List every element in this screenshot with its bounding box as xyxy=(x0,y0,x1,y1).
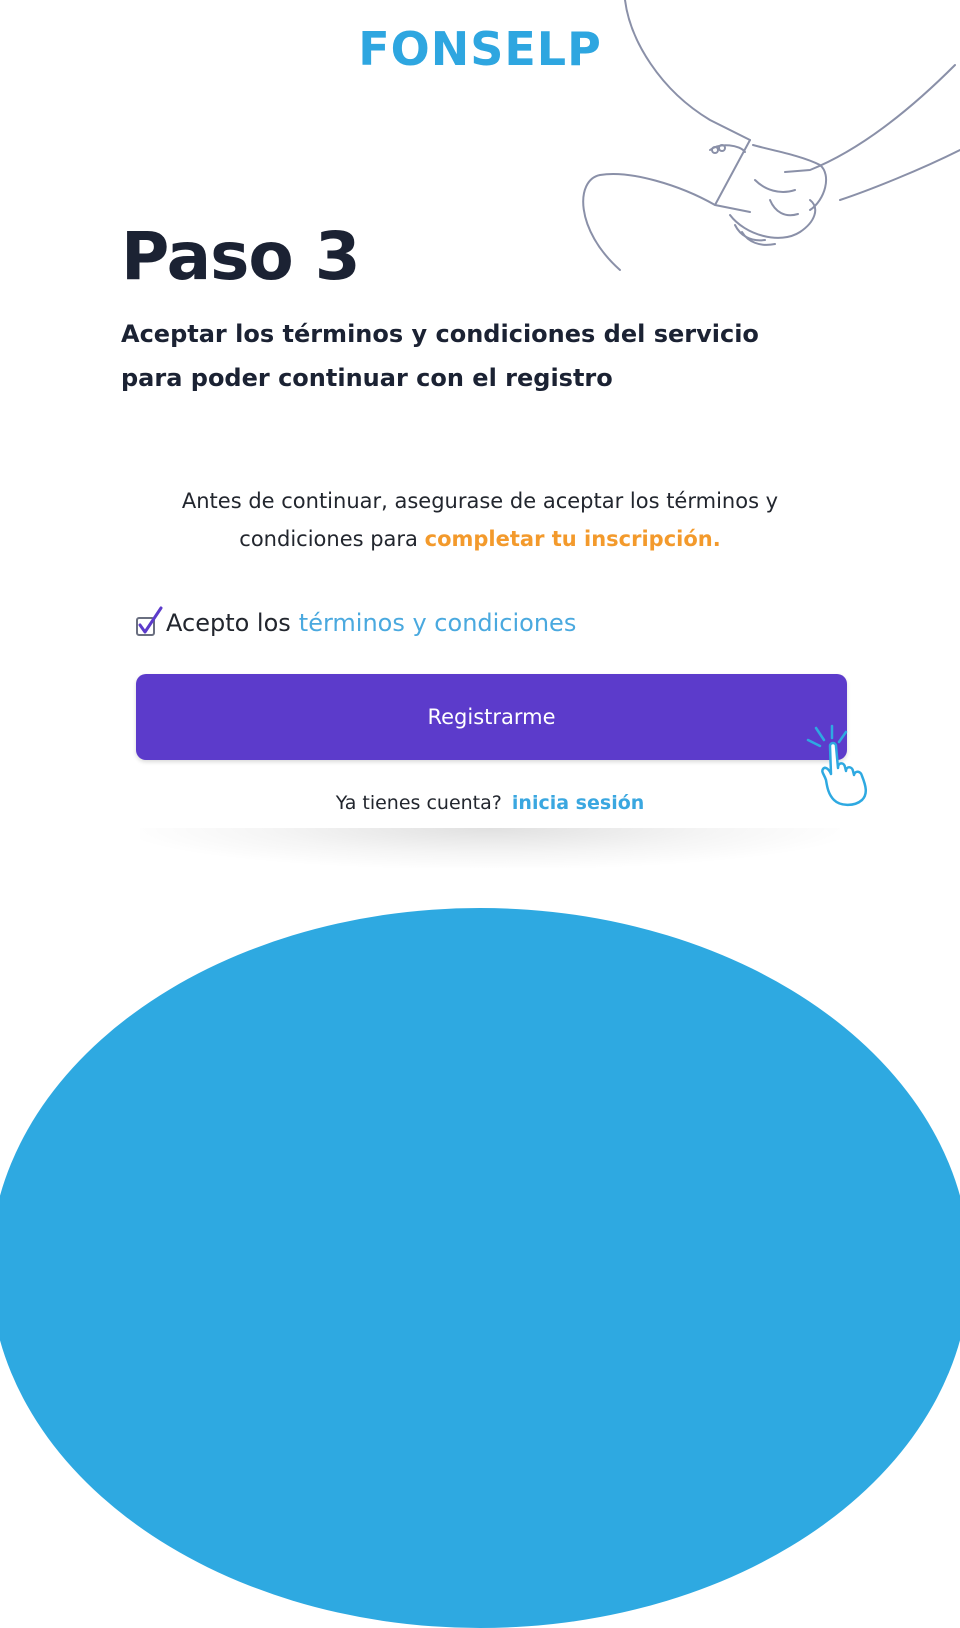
accept-label: Acepto los xyxy=(166,609,291,637)
intro-text xyxy=(130,482,830,558)
handshake-icon xyxy=(570,0,960,290)
register-button[interactable] xyxy=(136,674,847,760)
accept-terms-row xyxy=(134,603,576,643)
brand-logo: FONSELP xyxy=(358,22,602,76)
terms-link[interactable]: términos y condiciones xyxy=(298,609,577,637)
checkbox-checked-icon[interactable] xyxy=(134,606,164,640)
have-account-text: Ya tienes cuenta? xyxy=(335,792,502,814)
card-shadow xyxy=(140,828,840,868)
intro-body: Antes de continuar, asegurase de aceptar los términos y condiciones para xyxy=(181,489,779,551)
step-title: Paso 3 xyxy=(121,218,360,295)
step-subtitle: Aceptar los términos y condiciones del servicio para poder continuar con el registro xyxy=(121,320,759,392)
register-button-label: Registrarme xyxy=(427,705,556,729)
login-row xyxy=(130,792,850,814)
decorative-blue-arc xyxy=(0,908,960,1628)
intro-highlight: completar tu inscripción. xyxy=(424,527,721,551)
login-link[interactable]: inicia sesión xyxy=(511,792,645,814)
